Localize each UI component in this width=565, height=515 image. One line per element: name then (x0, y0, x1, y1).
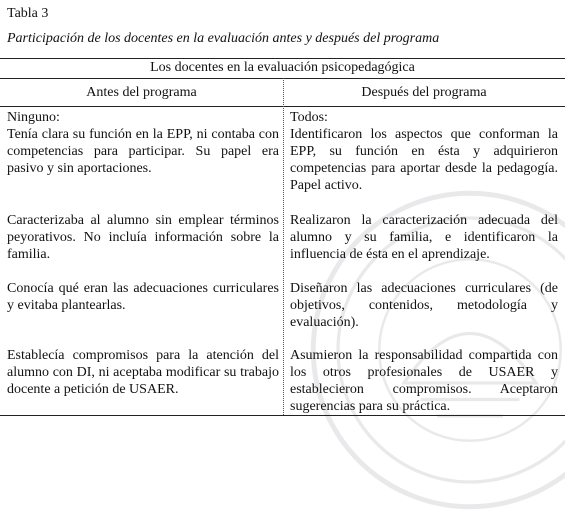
row-4-after: Asumieron la responsabilidad compartida con los otros profesionales de USAER y establecieron compromisos. Aceptaron sugerencias para su práctica. (290, 348, 558, 414)
column-header-after: Después del programa (361, 85, 487, 100)
row-2-before: Caracterizaba al alumno sin emplear términos peyorativos. No incluía información sobre la familia. (7, 213, 279, 262)
table-caption: Participación de los docentes en la evaluación antes y después del programa (7, 31, 440, 46)
column-header-before: Antes del programa (86, 85, 197, 100)
top-rule (0, 58, 565, 59)
row-1-before: Ninguno: Tenía clara su función en la EPP, ni contaba con competencias para participar. Su papel era pasivo y sin aportaciones. (7, 110, 279, 176)
table-label: Tabla 3 (7, 6, 49, 21)
row-1-after: Todos: Identificaron los aspectos que conforman la EPP, su función en ésta y adquirieron competencias para aportar desde la pedagogía. Papel activo. (290, 110, 558, 193)
row-4-before: Establecía compromisos para la atención del alumno con DI, ni aceptaba modificar su trabajo docente a petición de USAER. (7, 348, 279, 397)
column-divider (283, 78, 284, 415)
table-main-header: Los docentes en la evaluación psicopedagógica (150, 60, 415, 75)
row-3-after: Diseñaron las adecuaciones curriculares (de objetivos, contenidos, metodología y evaluación). (290, 281, 558, 330)
row-3-before: Conocía qué eran las adecuaciones curriculares y evitaba plantearlas. (7, 281, 279, 313)
bottom-rule (0, 415, 565, 416)
row-2-after: Realizaron la caracterización adecuada del alumno y su familia, e identificaron la influencia de ésta en el aprendizaje. (290, 213, 558, 262)
